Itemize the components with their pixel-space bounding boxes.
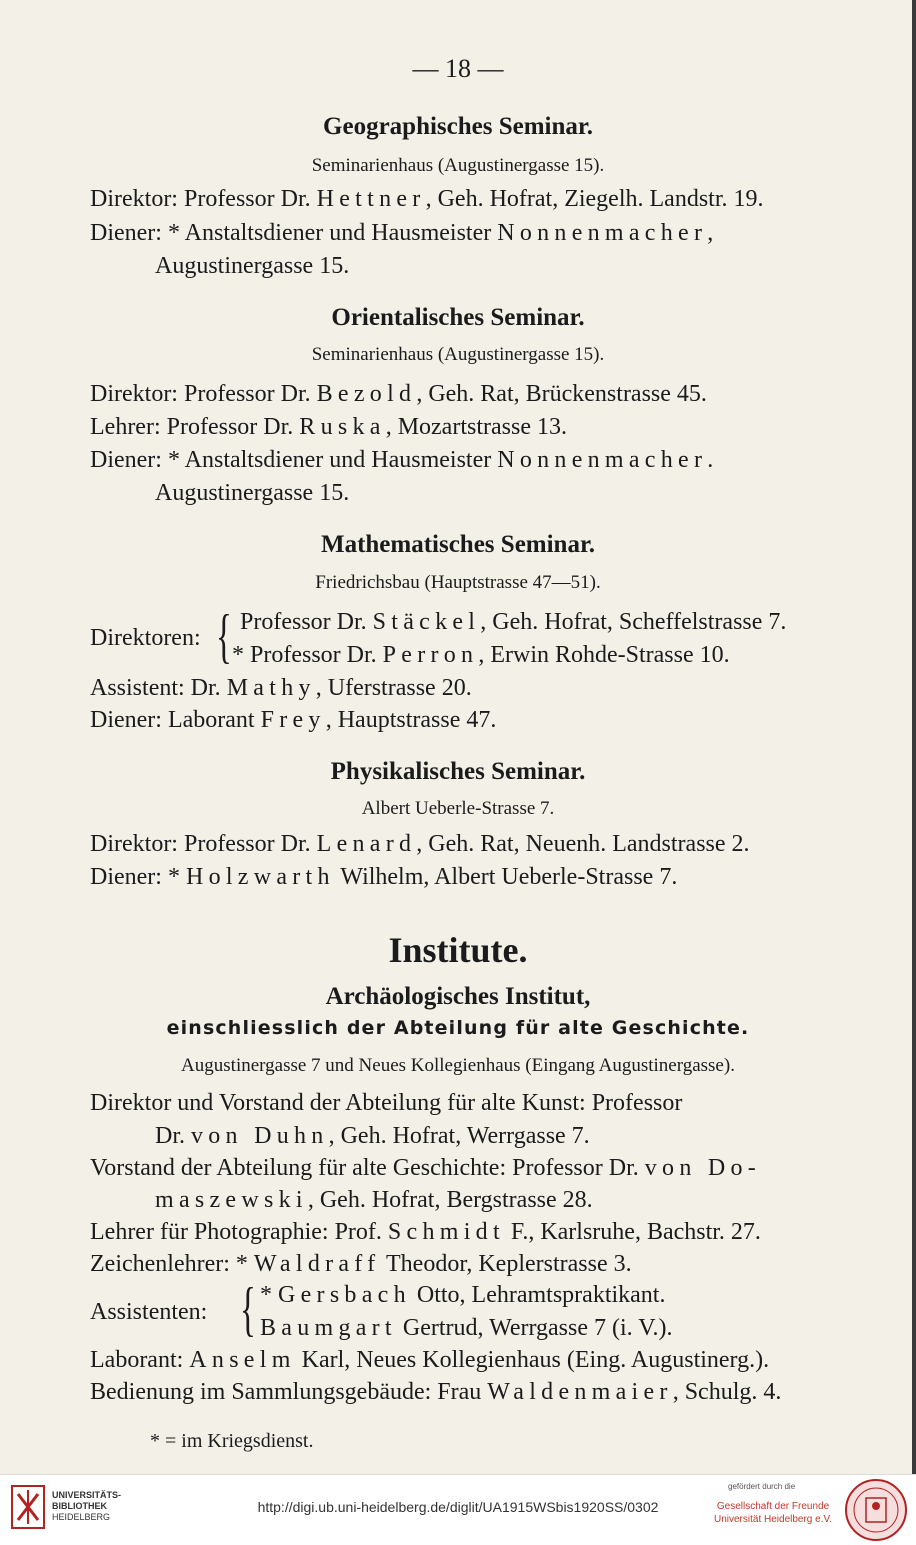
source-url-link[interactable]: http://digi.ub.uni-heidelberg.de/diglit/UA1915WSbis1920SS/0302 <box>257 1499 659 1515</box>
address-orientalisches: Seminarienhaus (Augustinergasse 15). <box>311 344 605 365</box>
text: Wilhelm, Albert Ueberle-Strasse 7. <box>340 864 678 890</box>
inst-line-6 <box>90 1249 632 1279</box>
person-name: Baumgart <box>260 1315 397 1341</box>
inst-line-10 <box>90 1377 781 1407</box>
address-archaeologisches: Augustinergasse 7 und Neues Kollegienhaus (Eingang Augustinergasse). <box>181 1055 735 1076</box>
library-name-line: UNIVERSITÄTS- <box>52 1490 122 1500</box>
text: , Geh. Hofrat, Scheffelstrasse 7. <box>480 609 787 635</box>
library-name-line: BIBLIOTHEK <box>52 1501 107 1511</box>
math-direktor-2 <box>232 640 730 670</box>
person-name: Ruska <box>299 414 386 440</box>
text: Lehrer für Photographie: Prof. <box>90 1219 382 1245</box>
text: , Geh. Hofrat, Bergstrasse 28. <box>307 1187 593 1213</box>
inst-line-7 <box>260 1280 665 1310</box>
person-name: Waldenmaier <box>487 1379 673 1405</box>
math-direktoren-label: Direktoren: <box>90 625 201 651</box>
text: Assistent: Dr. <box>90 675 221 701</box>
inst-line-2 <box>155 1121 590 1151</box>
text: Laborant: <box>90 1347 184 1373</box>
math-direktor-1 <box>240 607 786 637</box>
text: Otto, Lehramtspraktikant. <box>416 1282 666 1308</box>
sponsor-label: gefördert durch die <box>728 1482 796 1491</box>
text: Professor Dr. <box>240 609 367 635</box>
text: Diener: * Anstaltsdiener und Hausmeister <box>90 447 492 473</box>
text: , Geh. Hofrat, Werrgasse 7. <box>328 1123 590 1149</box>
inst-line-5 <box>90 1217 761 1247</box>
inst-line-8 <box>260 1313 672 1343</box>
text: Diener: * <box>90 864 180 890</box>
person-name: Stäckel <box>372 609 481 635</box>
text: Dr. <box>155 1123 185 1149</box>
geo-diener-address: Augustinergasse 15. <box>155 253 350 279</box>
text: F., Karlsruhe, Bachstr. 27. <box>510 1219 761 1245</box>
person-name: von Do- <box>644 1155 762 1181</box>
person-name: Perron <box>382 642 479 668</box>
person-name: Hettner <box>316 186 426 212</box>
text: . <box>707 447 714 473</box>
sponsor-name-line: Gesellschaft der Freunde <box>716 1501 830 1512</box>
library-name-line: HEIDELBERG <box>52 1512 111 1522</box>
text: Diener: Laborant <box>90 707 255 733</box>
geo-diener-line <box>90 218 713 248</box>
heading-physikalisches-seminar: Physikalisches Seminar. <box>330 758 586 785</box>
heading-archaeologisches-institut: Archäologisches Institut, <box>325 983 591 1010</box>
phys-diener-line <box>90 862 677 892</box>
heading-orientalisches-seminar: Orientalisches Seminar. <box>331 304 585 331</box>
orient-direktor-line <box>90 379 707 409</box>
inst-line-3 <box>90 1153 761 1183</box>
text: Diener: * Anstaltsdiener und Hausmeister <box>90 220 492 246</box>
text: Karl, Neues Kollegienhaus (Eing. Augustinerg.). <box>301 1347 770 1373</box>
inst-line-4 <box>155 1185 593 1215</box>
person-name: Frey <box>260 707 326 733</box>
footnote: * = im Kriegsdienst. <box>150 1430 314 1452</box>
heading-mathematisches-seminar: Mathematisches Seminar. <box>320 531 596 558</box>
text: * <box>260 1282 272 1308</box>
person-name: Waldraff <box>253 1251 381 1277</box>
address-mathematisches: Friedrichsbau (Hauptstrasse 47—51). <box>315 572 601 593</box>
text: Theodor, Keplerstrasse 3. <box>386 1251 632 1277</box>
orient-diener-line <box>90 445 713 475</box>
page-number: — 18 — <box>412 54 504 83</box>
university-seal-icon[interactable] <box>844 1478 908 1542</box>
text: Bedienung im Sammlungsgebäude: Frau <box>90 1379 482 1405</box>
text: , Uferstrasse 20. <box>315 675 472 701</box>
brace-icon: { <box>240 1276 256 1342</box>
orient-lehrer-line <box>90 412 567 442</box>
text: , Schulg. 4. <box>672 1379 782 1405</box>
inst-assistenten-label: Assistenten: <box>90 1299 208 1325</box>
text: , <box>707 220 714 246</box>
text: , Geh. Rat, Neuenh. Landstrasse 2. <box>416 831 750 857</box>
text: , Erwin Rohde-Strasse 10. <box>478 642 730 668</box>
text: Gertrud, Werrgasse 7 (i. V.). <box>402 1315 673 1341</box>
address-physikalisches: Albert Ueberle-Strasse 7. <box>361 798 555 819</box>
text: Direktor: Professor Dr. <box>90 186 311 212</box>
math-assistent-line <box>90 673 472 703</box>
person-name: Lenard <box>316 831 417 857</box>
person-name: Bezold <box>316 381 417 407</box>
heading-institute: Institute. <box>388 930 528 970</box>
sponsor-name <box>708 1500 838 1526</box>
subheading-abteilung: einschliesslich der Abteilung für alte Geschichte. <box>166 1017 750 1039</box>
text: , Geh. Rat, Brückenstrasse 45. <box>416 381 707 407</box>
text: Lehrer: Professor Dr. <box>90 414 294 440</box>
person-name: maszewski <box>155 1187 308 1213</box>
text: Direktor: Professor Dr. <box>90 831 311 857</box>
text: , Hauptstrasse 47. <box>325 707 497 733</box>
orient-diener-address: Augustinergasse 15. <box>155 480 350 506</box>
inst-line-1: Direktor und Vorstand der Abteilung für alte Kunst: Professor <box>90 1090 683 1116</box>
text: * Professor Dr. <box>232 642 377 668</box>
text: , Geh. Hofrat, Ziegelh. Landstr. 19. <box>425 186 764 212</box>
heading-geographisches-seminar: Geographisches Seminar. <box>323 113 593 140</box>
person-name: Mathy <box>226 675 316 701</box>
brace-icon: { <box>216 603 232 669</box>
person-name: Gersbach <box>278 1282 411 1308</box>
person-name: Holzwarth <box>185 864 335 890</box>
geo-direktor-line <box>90 184 764 214</box>
sponsor-name-line: Universität Heidelberg e.V. <box>713 1514 833 1525</box>
page-edge <box>912 0 916 1474</box>
text: Zeichenlehrer: * <box>90 1251 248 1277</box>
text: Vorstand der Abteilung für alte Geschichte: Professor Dr. <box>90 1155 639 1181</box>
person-name: Anselm <box>189 1347 296 1373</box>
text: Direktor: Professor Dr. <box>90 381 311 407</box>
person-name: Nonnenmacher <box>497 447 708 473</box>
person-name: von Duhn <box>191 1123 329 1149</box>
person-name: Nonnenmacher <box>497 220 708 246</box>
inst-line-9 <box>90 1345 769 1375</box>
person-name: Schmidt <box>387 1219 505 1245</box>
math-diener-line <box>90 705 496 735</box>
phys-direktor-line <box>90 829 750 859</box>
text: , Mozartstrasse 13. <box>385 414 567 440</box>
address-geographisches: Seminarienhaus (Augustinergasse 15). <box>311 155 605 176</box>
